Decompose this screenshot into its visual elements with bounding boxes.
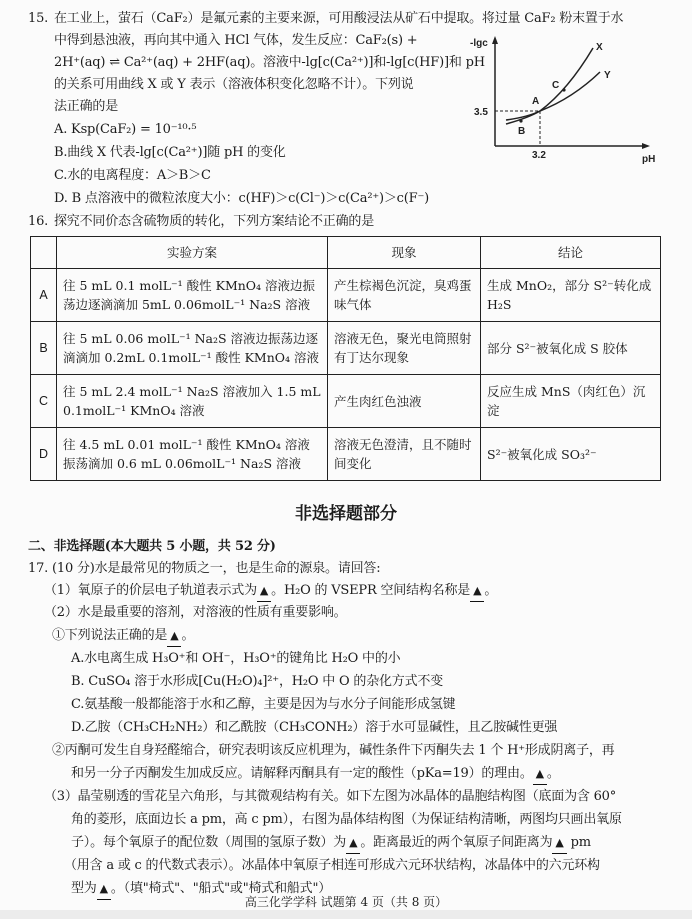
row-conclusion: 反应生成 MnS（肉红色）沉淀 — [481, 375, 661, 428]
row-plan: 往 5 mL 0.06 molL⁻¹ Na₂S 溶液边振荡边逐滴滴加 0.2mL 0.1molL⁻¹ 酸性 KMnO₄ 溶液 — [57, 322, 328, 375]
row-phenomenon: 产生肉红色浊液 — [328, 375, 481, 428]
q17-part3-line4: （用含 a 或 c 的代数式表示）。冰晶体中氧原子相连可形成六元环状结构，冰晶体中的六元环构 — [64, 858, 600, 873]
q15-option-c: C.水的电离程度：A＞B＞C — [54, 168, 211, 183]
table-header-row — [31, 237, 661, 269]
x-tick-3.2: 3.2 — [532, 150, 546, 161]
table-row — [31, 428, 661, 481]
q17-part2-sub1 — [52, 626, 194, 647]
q17-option-a: A.水电离生成 H₃O⁺和 OH⁻，H₃O⁺的键角比 H₂O 中的小 — [71, 651, 401, 666]
row-conclusion: S²⁻被氧化成 SO₃²⁻ — [481, 428, 661, 481]
q15-stem-line-1: 在工业上，萤石（CaF₂）是氟元素的主要来源，可用酸浸法从矿石中提取。将过量 CaF₂ 粉末置于水 — [54, 11, 624, 26]
point-b-label: B — [518, 126, 526, 137]
answer-blank[interactable]: ▲ — [470, 581, 484, 602]
q17-part2-sub1-text: ①下列说法正确的是 — [52, 628, 168, 643]
table-header-label — [31, 237, 57, 269]
row-phenomenon: 溶液无色澄清，且不随时间变化 — [328, 428, 481, 481]
page-footer: 高三化学学科 试题第 4 页（共 8 页） — [244, 895, 448, 909]
y-axis-arrow-icon — [492, 36, 498, 44]
q15-option-d: D. B 点溶液中的微粒浓度大小：c(HF)＞c(Cl⁻)＞c(Ca²⁺)＞c(F⁻) — [54, 191, 429, 206]
row-conclusion: 生成 MnO₂，部分 S²⁻转化成 H₂S — [481, 269, 661, 322]
q17-part3-text-b: 。距离最近的两个氧原子间距离为 — [360, 835, 553, 850]
row-conclusion: 部分 S²⁻被氧化成 S 胶体 — [481, 322, 661, 375]
q17-part1 — [44, 581, 497, 602]
table-header-phenomenon: 现象 — [328, 237, 481, 269]
q17-option-c: C.氨基酸一般都能溶于水和乙醇，主要是因为与水分子间能形成氢键 — [71, 697, 456, 712]
q17-part3-line2: 角的菱形，底面边长 a pm，高 c pm），右图为晶体结构图（为保证结构清晰，两图均只画出氧原 — [71, 812, 622, 827]
table-header-conclusion: 结论 — [481, 237, 661, 269]
q17-part2: （2）水是最重要的溶剂，对溶液的性质有重要影响。 — [44, 605, 347, 620]
point-b-marker — [519, 119, 522, 122]
y-tick-3.5: 3.5 — [474, 107, 488, 118]
q17-part1-text-b: 。H₂O 的 VSEPR 空间结构名称是 — [271, 583, 471, 598]
q17-part3-text-a: 子）。每个氧原子的配位数（周围的氢原子数）为 — [71, 835, 347, 850]
row-phenomenon: 溶液无色，聚光电筒照射有丁达尔现象 — [328, 322, 481, 375]
answer-blank[interactable]: ▲ — [257, 581, 271, 602]
row-label: B — [31, 322, 57, 375]
q16-stem: 探究不同价态含硫物质的转化，下列方案结论不正确的是 — [54, 214, 375, 229]
q17-part1-text-c: 。 — [484, 583, 498, 598]
table-header-plan: 实验方案 — [57, 237, 328, 269]
point-c-marker — [562, 88, 565, 91]
answer-blank[interactable]: ▲ — [552, 833, 566, 854]
q17-part2-sub2-line2 — [71, 764, 560, 785]
section-subtitle: 二、非选择题(本大题共 5 小题，共 52 分) — [28, 539, 276, 554]
q17-part3-text-d: 。（填"椅式"、"船式"或"椅式和船式"） — [110, 881, 332, 896]
q17-part1-text-a: （1）氧原子的价层电子轨道表示式为 — [44, 583, 257, 598]
curve-x-label: X — [596, 42, 603, 53]
row-label: C — [31, 375, 57, 428]
row-label: A — [31, 269, 57, 322]
row-phenomenon: 产生棕褐色沉淀，臭鸡蛋味气体 — [328, 269, 481, 322]
period: 。 — [181, 628, 195, 643]
q15-stem-line-5: 法正确的是 — [54, 99, 119, 114]
section-title: 非选择题部分 — [295, 504, 397, 524]
q17-stem: 17. (10 分)水是最常见的物质之一，也是生命的源泉。请回答: — [28, 561, 381, 576]
q17-part3-line3 — [71, 833, 591, 854]
row-label: D — [31, 428, 57, 481]
row-plan: 往 5 mL 0.1 molL⁻¹ 酸性 KMnO₄ 溶液边振荡边逐滴滴加 5mL 0.06molL⁻¹ Na₂S 溶液 — [57, 269, 328, 322]
answer-blank[interactable]: ▲ — [346, 833, 360, 854]
table-row — [31, 375, 661, 428]
q15-number: 15. — [28, 11, 49, 26]
period: 。 — [546, 766, 560, 781]
row-plan: 往 4.5 mL 0.01 molL⁻¹ 酸性 KMnO₄ 溶液振荡滴加 0.6 mL 0.06molL⁻¹ Na₂S 溶液 — [57, 428, 328, 481]
unit-pm: pm — [566, 835, 591, 850]
q17-part3-text-c: 型为 — [71, 881, 97, 896]
q16-number: 16. — [28, 214, 49, 229]
bottom-bar — [0, 910, 692, 919]
point-a-label: A — [532, 96, 540, 107]
point-c-label: C — [552, 80, 560, 91]
q17-option-b: B. CuSO₄ 溶于水形成[Cu(H₂O)₄]²⁺，H₂O 中 O 的杂化方式不变 — [71, 674, 444, 689]
table-row — [31, 322, 661, 375]
answer-blank[interactable]: ▲ — [533, 764, 547, 785]
table-row — [31, 269, 661, 322]
curve-y-label: Y — [604, 70, 611, 81]
q15-option-a: A. Ksp(CaF₂) = 10⁻¹⁰·⁵ — [54, 122, 197, 137]
answer-blank[interactable]: ▲ — [97, 879, 111, 900]
x-axis-label: pH — [642, 154, 656, 165]
q15-stem-line-3: 2H⁺(aq) ⇌ Ca²⁺(aq) + 2HF(aq)。溶液中-lg[c(Ca²⁺)]和-lg[c(HF)]和 pH — [54, 55, 485, 70]
q16-table — [30, 236, 661, 481]
curve-x — [506, 48, 593, 124]
q15-option-b: B.曲线 X 代表-lg[c(Ca²⁺)]随 pH 的变化 — [54, 145, 286, 160]
q17-part3-line1: （3）晶莹剔透的雪花呈六角形，与其微观结构有关。如下左图为冰晶体的晶胞结构图（底面为含 60° — [44, 789, 617, 804]
q17-part2-sub2-line1: ②丙酮可发生自身羟醛缩合，研究表明该反应机理为，碱性条件下丙酮失去 1 个 H⁺形成阴离子，再 — [52, 743, 615, 758]
answer-blank[interactable]: ▲ — [167, 626, 181, 647]
q15-stem-line-4: 的关系可用曲线 X 或 Y 表示（溶液体积变化忽略不计）。下列说 — [54, 77, 414, 92]
x-axis-arrow-icon — [642, 143, 650, 149]
q15-stem-line-2: 中得到悬浊液，再向其中通入 HCl 气体，发生反应：CaF₂(s) + — [54, 33, 418, 48]
q17-part2-sub2-text: 和另一分子丙酮发生加成反应。请解释丙酮具有一定的酸性（pKa=19）的理由。 — [71, 766, 533, 781]
q15-graph — [468, 28, 668, 168]
q17-option-d: D.乙胺（CH₃CH₂NH₂）和乙酰胺（CH₃CONH₂）溶于水可显碱性，且乙胺碱性更强 — [71, 720, 558, 735]
y-axis-label: -lgc — [470, 38, 488, 49]
row-plan: 往 5 mL 2.4 molL⁻¹ Na₂S 溶液加入 1.5 mL 0.1molL⁻¹ KMnO₄ 溶液 — [57, 375, 328, 428]
